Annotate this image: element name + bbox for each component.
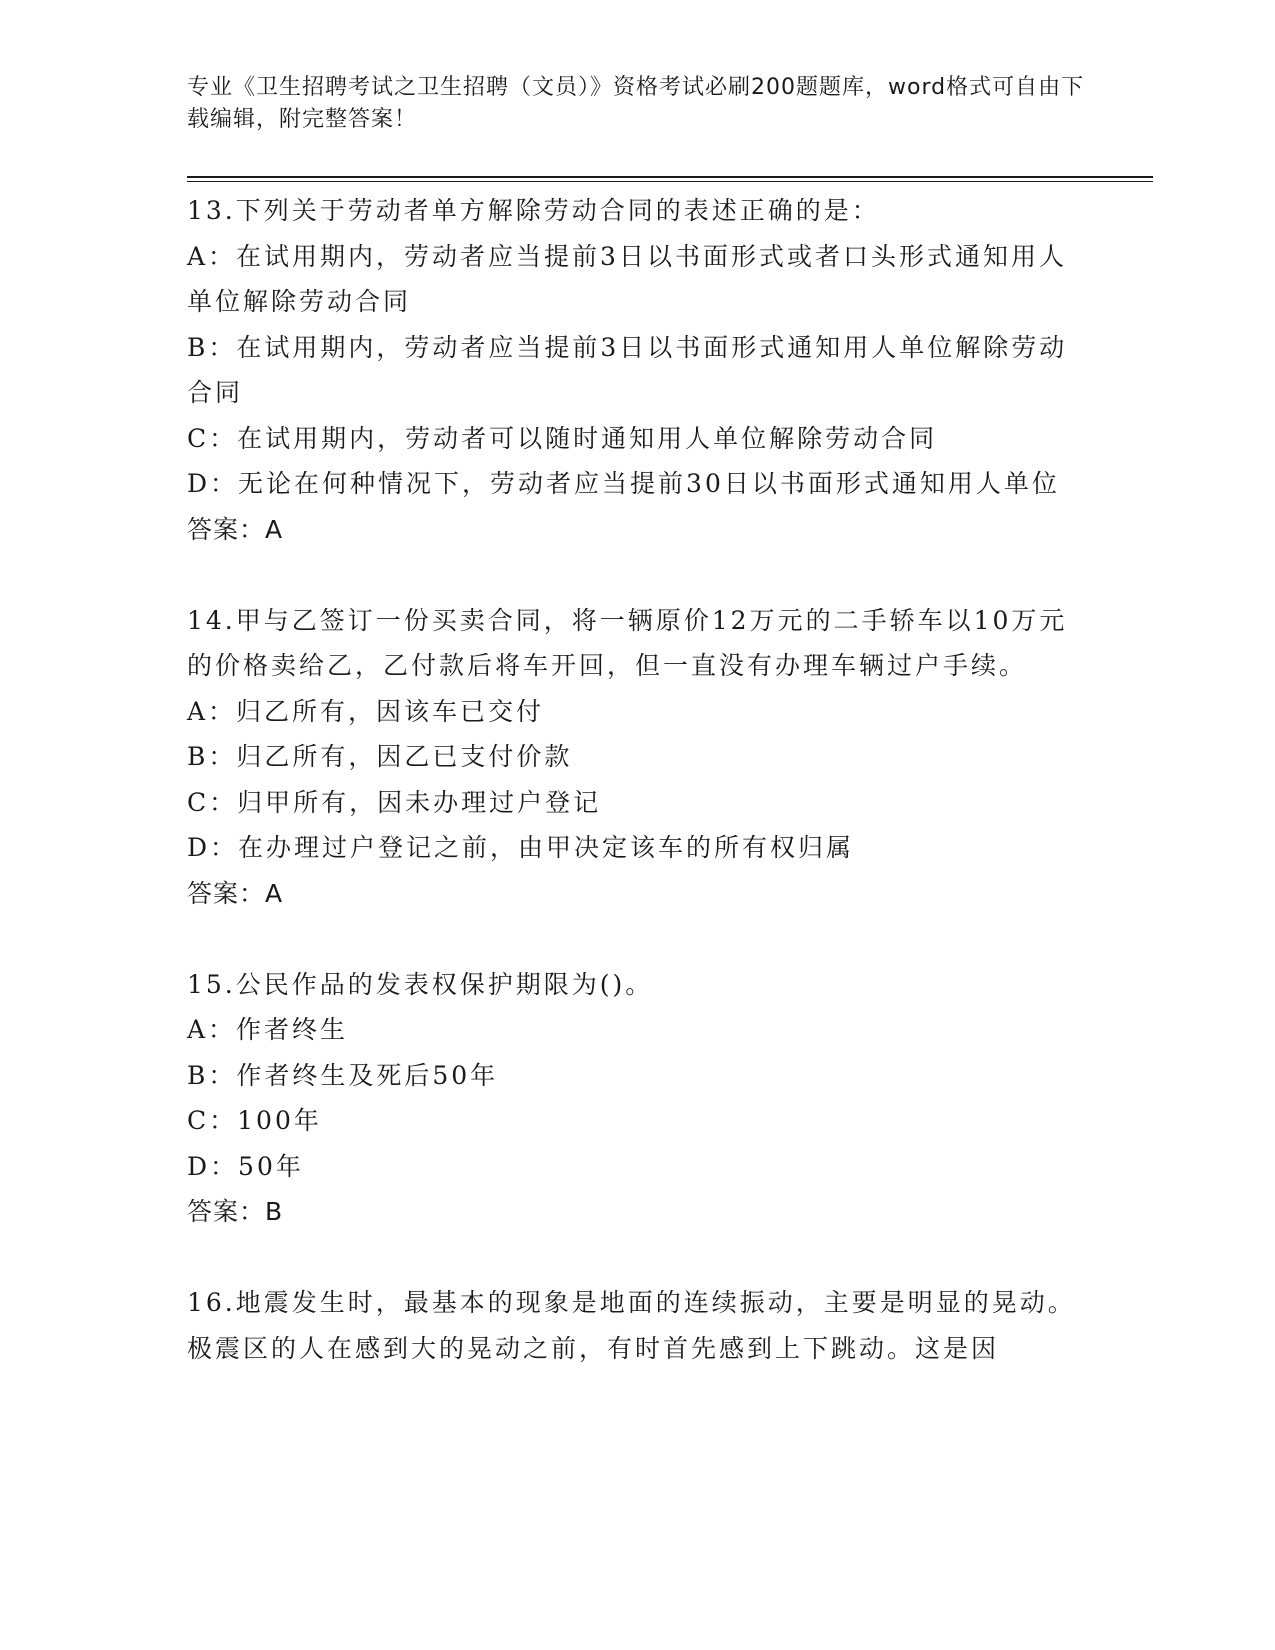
question-stem: 13.下列关于劳动者单方解除劳动合同的表述正确的是： — [187, 196, 880, 225]
option-c: C：在试用期内，劳动者可以随时通知用人单位解除劳动合同 — [187, 423, 938, 453]
question-16 — [187, 1280, 1077, 1371]
option-c: C：100年 — [187, 1106, 322, 1135]
answer-line: 答案：B — [187, 1197, 284, 1226]
option-a: A：在试用期内，劳动者应当提前3日以书面形式或者口头形式通知用人单位解除劳动合同 — [187, 241, 1067, 316]
question-list — [187, 188, 1077, 1371]
question-13 — [187, 188, 1077, 552]
option-d: D：50年 — [187, 1151, 304, 1181]
answer-line: 答案：A — [187, 878, 284, 908]
option-a: A：作者终生 — [187, 1015, 349, 1044]
option-d: D：在办理过户登记之前，由甲决定该车的所有权归属 — [187, 833, 855, 862]
question-stem: 16.地震发生时，最基本的现象是地面的连续振动，主要是明显的晃动。极震区的人在感到大的晃动之前，有时首先感到上下跳动。这是因 — [187, 1288, 1076, 1363]
question-14 — [187, 598, 1077, 917]
page-header-title: 专业《卫生招聘考试之卫生招聘（文员）》资格考试必刷200题题库，word格式可自由下载编辑，附完整答案！ — [187, 75, 1085, 132]
option-b: B：作者终生及死后50年 — [187, 1060, 499, 1090]
option-b: B：归乙所有，因乙已支付价款 — [187, 742, 573, 771]
header-divider-thick — [187, 176, 1153, 178]
option-c: C：归甲所有，因未办理过户登记 — [187, 787, 602, 817]
question-stem: 15.公民作品的发表权保护期限为()。 — [187, 969, 654, 999]
question-15 — [187, 962, 1077, 1235]
option-a: A：归乙所有，因该车已交付 — [187, 696, 545, 726]
option-b: B：在试用期内，劳动者应当提前3日以书面形式通知用人单位解除劳动合同 — [187, 332, 1068, 407]
answer-line: 答案：A — [187, 514, 284, 544]
option-d: D：无论在何种情况下，劳动者应当提前30日以书面形式通知用人单位 — [187, 469, 1060, 498]
header-divider-thin — [187, 181, 1153, 182]
question-stem: 14.甲与乙签订一份买卖合同，将一辆原价12万元的二手轿车以10万元的价格卖给乙，乙付款后将车开回，但一直没有办理车辆过户手续。 — [187, 605, 1068, 680]
